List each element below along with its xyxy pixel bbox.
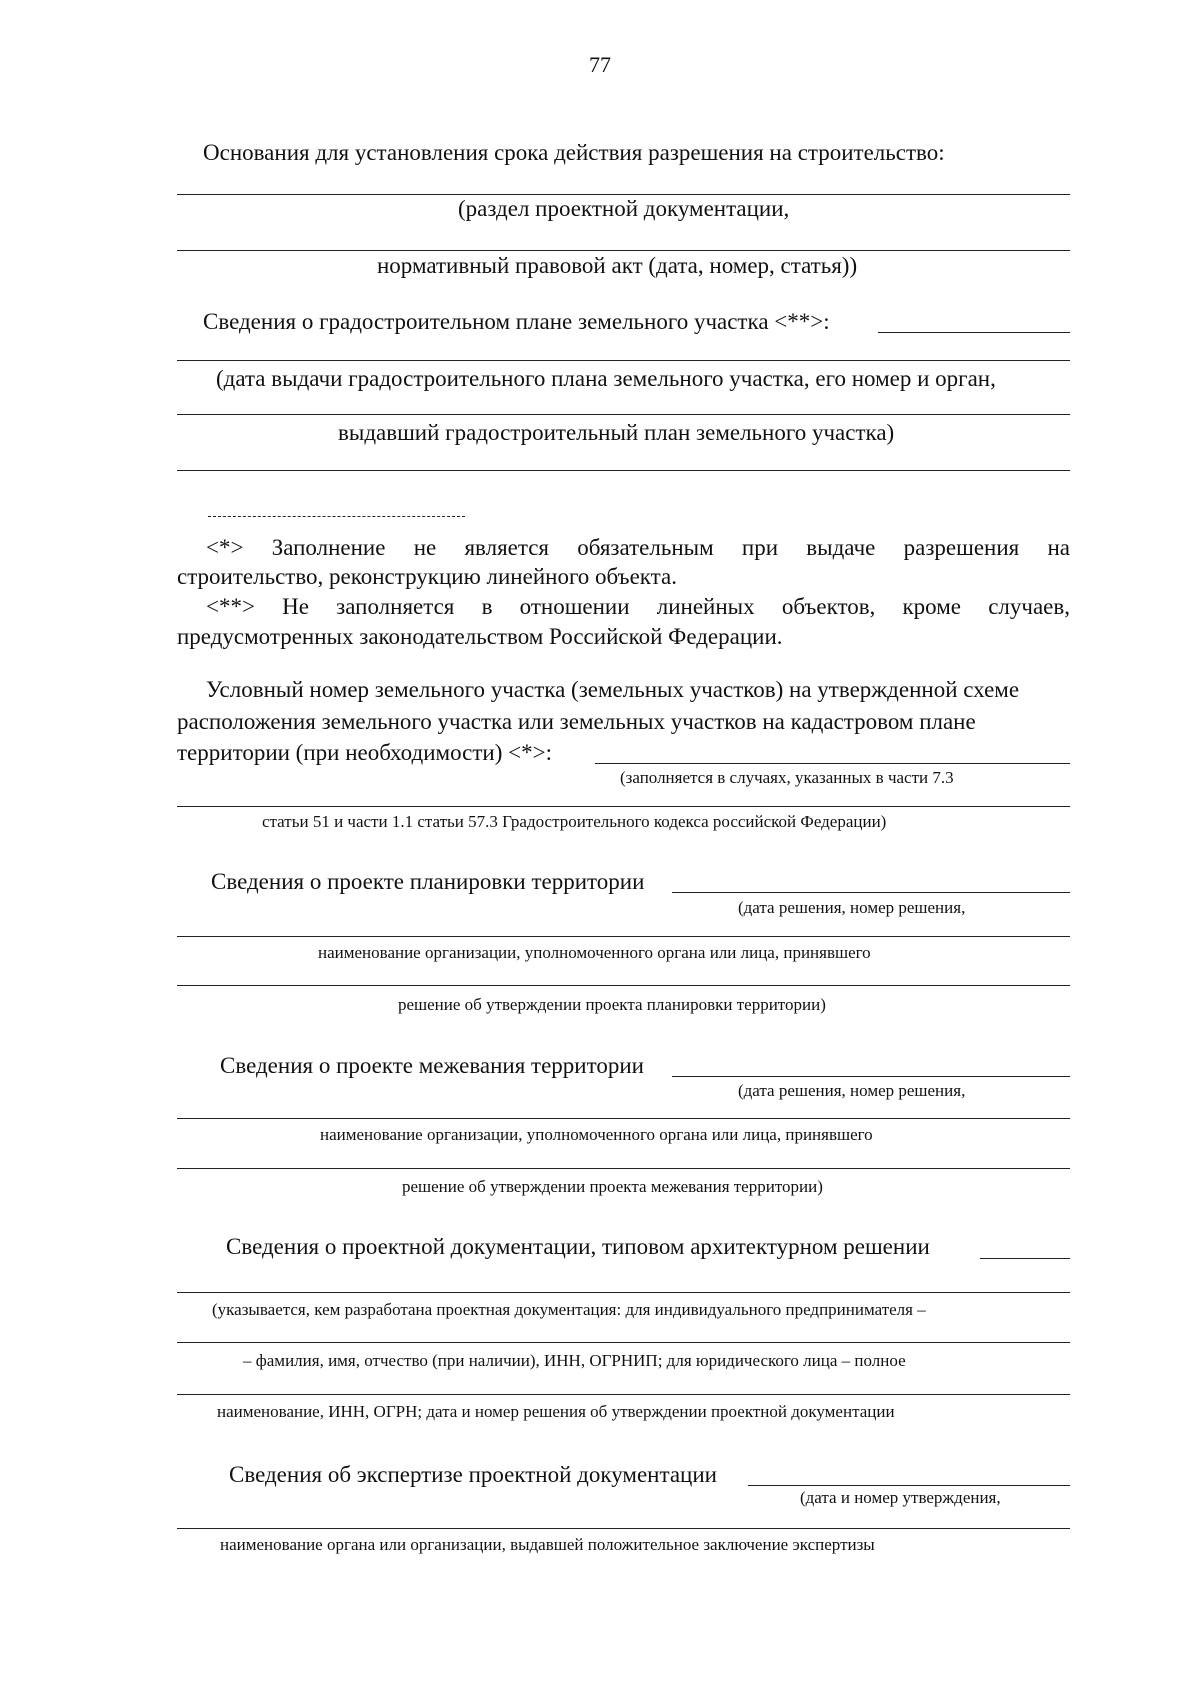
planning-project-label: Сведения о проекте планировки территории [211, 869, 645, 894]
planning-project-hint-2: наименование организации, уполномоченного органа или лица, принявшего [318, 943, 871, 962]
page-number: 77 [589, 52, 611, 77]
conditional-number-line-1: Условный номер земельного участка (земельных участков) на утвержденной схеме [206, 677, 1020, 702]
project-docs-label: Сведения о проектной документации, типовом архитектурном решении [226, 1234, 930, 1259]
footnote-1-line-2: строительство, реконструкцию линейного объекта. [177, 564, 677, 589]
fill-line[interactable] [177, 1168, 1070, 1169]
expertise-hint-2: наименование органа или организации, выдавшей положительное заключение экспертизы [220, 1535, 875, 1554]
project-docs-hint-1: (указывается, кем разработана проектная документация: для индивидуального предпринимателя – [212, 1300, 926, 1319]
basis-hint-1: (раздел проектной документации, [458, 196, 790, 221]
fill-line[interactable] [672, 892, 1070, 893]
fill-line[interactable] [177, 414, 1070, 415]
surveying-project-hint-3: решение об утверждении проекта межевания территории) [402, 1177, 823, 1196]
fill-line[interactable] [878, 332, 1070, 333]
project-docs-hint-2: – фамилия, имя, отчество (при наличии), ИНН, ОГРНИП; для юридического лица – полное [243, 1351, 906, 1370]
conditional-number-line-3: территории (при необходимости) <*>: [177, 740, 552, 765]
fill-line[interactable] [177, 985, 1070, 986]
fill-line[interactable] [177, 360, 1070, 361]
footnote-1-line-1: <*> Заполнение не является обязательным при выдаче разрешения на [206, 535, 1070, 560]
surveying-project-hint-1: (дата решения, номер решения, [738, 1081, 966, 1100]
surveying-project-label: Сведения о проекте межевания территории [220, 1053, 644, 1078]
fill-line[interactable] [177, 806, 1070, 807]
footnote-2-line-1: <**> Не заполняется в отношении линейных объектов, кроме случаев, [206, 594, 1070, 619]
fill-line[interactable] [748, 1485, 1070, 1486]
footnote-separator [208, 516, 465, 517]
fill-line[interactable] [177, 1292, 1070, 1293]
fill-line[interactable] [980, 1258, 1070, 1259]
fill-line[interactable] [177, 936, 1070, 937]
gradplan-label: Сведения о градостроительном плане земельного участка <**>: [203, 309, 830, 334]
planning-project-hint-1: (дата решения, номер решения, [738, 898, 966, 917]
expertise-label: Сведения об экспертизе проектной документации [229, 1462, 717, 1487]
fill-line[interactable] [177, 470, 1070, 471]
fill-line[interactable] [177, 1528, 1070, 1529]
basis-label: Основания для установления срока действия разрешения на строительство: [203, 140, 945, 165]
conditional-number-hint-2: статьи 51 и части 1.1 статьи 57.3 Градостроительного кодекса российской Федерации) [262, 812, 887, 831]
fill-line[interactable] [177, 194, 1070, 195]
fill-line[interactable] [177, 1394, 1070, 1395]
fill-line[interactable] [177, 250, 1070, 251]
fill-line[interactable] [595, 763, 1070, 764]
footnote-2-line-2: предусмотренных законодательством Российской Федерации. [177, 624, 783, 649]
project-docs-hint-3: наименование, ИНН, ОГРН; дата и номер решения об утверждении проектной документации [217, 1402, 895, 1421]
conditional-number-line-2: расположения земельного участка или земельных участков на кадастровом плане [177, 709, 976, 734]
fill-line[interactable] [177, 1118, 1070, 1119]
surveying-project-hint-2: наименование организации, уполномоченного органа или лица, принявшего [320, 1125, 873, 1144]
fill-line[interactable] [672, 1076, 1070, 1077]
basis-hint-2: нормативный правовой акт (дата, номер, статья)) [377, 253, 858, 278]
expertise-hint-1: (дата и номер утверждения, [800, 1488, 1001, 1507]
gradplan-hint-2: выдавший градостроительный план земельного участка) [338, 420, 895, 445]
planning-project-hint-3: решение об утверждении проекта планировки территории) [398, 995, 826, 1014]
gradplan-hint-1: (дата выдачи градостроительного плана земельного участка, его номер и орган, [216, 366, 996, 391]
conditional-number-hint-1: (заполняется в случаях, указанных в части 7.3 [620, 768, 954, 787]
fill-line[interactable] [177, 1342, 1070, 1343]
